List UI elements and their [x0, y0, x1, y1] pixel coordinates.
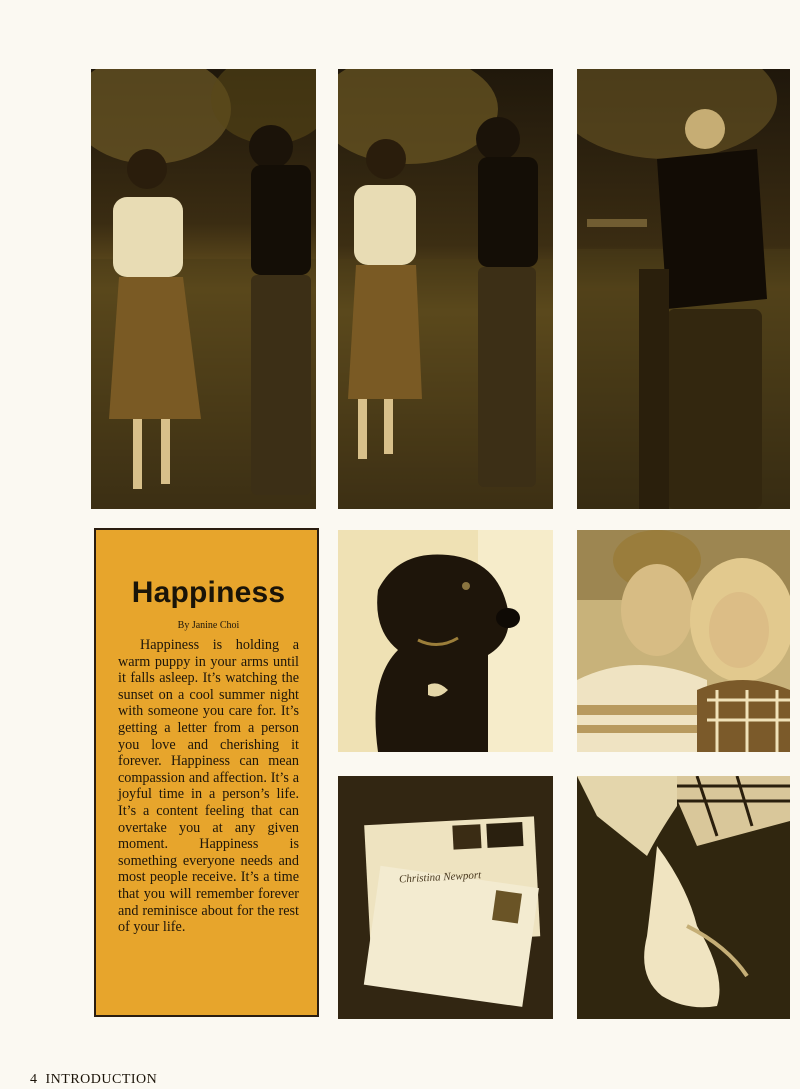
article-body: Happiness is holding a warm puppy in your arms until it falls asleep. It’s watching the sunset on a cool summer night with someone you care for. It’s getting a letter from a person you love and cherishing it forever. Happiness can mean compassion and affection. It’s a joyful time in a person’s life. It’s a content feeling that can overtake you at any given moment. Happiness is something everyone needs and most people receive. It’s a time that you will remember forever and reminisce about for the rest of your life. [118, 637, 299, 936]
photo-puppy [338, 530, 553, 752]
article-box [94, 528, 319, 1017]
photo-couple-portrait [577, 530, 790, 752]
photo-couple-talking-2 [338, 69, 553, 509]
photo-couple-hugging [577, 69, 790, 509]
photo-couple-talking-1 [91, 69, 316, 509]
page-number: 4 [30, 1072, 38, 1087]
photo-envelopes [338, 776, 553, 1019]
section-label: INTRODUCTION [45, 1072, 158, 1087]
envelope-addressee: Christina Newport [398, 869, 482, 886]
page-folio [30, 1072, 165, 1088]
photo-holding-hands [577, 776, 790, 1019]
article-title: Happiness [131, 576, 286, 609]
article-byline: By Janine Choi [177, 620, 240, 631]
